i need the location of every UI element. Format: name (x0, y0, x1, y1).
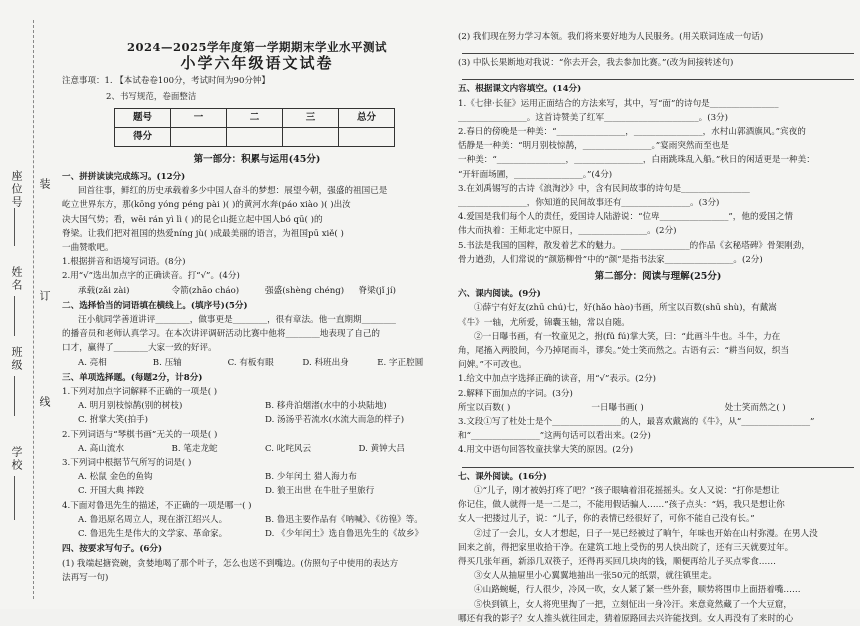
q3-item: 3.下列词中根据节气所写的词是( ) (62, 458, 192, 469)
q6-passage-line: 《牛》一轴，尤所爱，锦囊玉轴，常以自随。 (458, 317, 630, 328)
choice-option[interactable]: A. 松鼠 金色的鱼钩 (78, 472, 153, 483)
q5-item: 一种美：“________________，________________，白雨跳珠乱入船。”秋日的闲适更是一种美： (458, 155, 815, 166)
score-cell[interactable] (283, 127, 339, 146)
score-cell: 二 (227, 108, 283, 127)
score-cell[interactable] (171, 127, 227, 146)
q1-passage-line: 屹立世界东方，那(kōng yóng péng pài )( )的黄河水奔(páo xiào )( )出汝 (62, 200, 351, 211)
q7-passage-line: 你记住，做人就得一是一二是二，不能用假话骗人……”孩子点头：“妈，我只是想让你 (458, 500, 785, 511)
q1-subquestion: 2.用“√”选出加点字的正确读音。打“√”。(4分) (62, 271, 240, 282)
choice-option[interactable]: B. 笔走龙蛇 (171, 443, 218, 454)
q7-passage-line: ④山路蜿蜒，行人很少，冷风一吹，女人紧了紧一些外套，顺势将围巾上面捂着嘴…… (474, 585, 801, 596)
class-line (14, 376, 15, 416)
q7-passage-line: ⑤快到镇上，女人将兜里掏了一把，立刻怔出一身冷汗。来意竟然藏了一个大豆窟， (474, 599, 792, 610)
choice-option[interactable]: D. 汤汤乎若流水(水流大而急的样子) (265, 415, 405, 426)
score-cell[interactable] (227, 127, 283, 146)
word-option: D. 科班出身 (302, 357, 349, 368)
choice-option[interactable]: C. 叱咤风云 (265, 443, 312, 454)
seat-number-label: 座位号 (10, 170, 23, 209)
name-line (14, 296, 15, 336)
q3-options (62, 470, 452, 484)
q1-subquestion: 1.根据拼音和语境写词语。(8分) (62, 257, 186, 268)
score-table-score-row (115, 127, 395, 146)
exam-subtitle: 小学六年级语文试卷 (180, 54, 334, 73)
q5-item: 4.爱国是我们每个人的责任，爱国诗人陆游说：“位卑________________”，他的爱国之情 (458, 212, 793, 223)
score-cell: 得分 (115, 127, 171, 146)
q7-passage-line: ②过了一会儿，女人才想起，日子一晃已经被过了晌午，年味也开始在山村弥漫。在男人没 (474, 528, 818, 539)
q6-subquestion: 2.解释下面加点的字词。(3分) (458, 388, 573, 399)
score-cell: 题号 (115, 108, 171, 127)
q4-item: 法再写一句) (62, 572, 109, 583)
q1-heading: 一、拼拼读读完成练习。(12分) (62, 172, 186, 183)
choice-option[interactable]: D. 狼王出世 在牛肚子里旅行 (265, 486, 375, 497)
score-cell[interactable] (339, 127, 395, 146)
binding-mark-xian: 线 (38, 396, 51, 409)
choice-option[interactable]: A. 高山流水 (78, 443, 125, 454)
q5-item: 5.书法是我国的国粹，散发着艺术的魅力。________________的作品《玄秘塔碑》骨架刚劲， (458, 240, 810, 251)
q3-options (62, 413, 452, 427)
q3-options (62, 442, 452, 456)
score-cell: 总分 (339, 108, 395, 127)
choice-option[interactable]: B. 移舟泊烟渚(水中的小块陆地) (265, 401, 387, 412)
binding-mark-zhuang: 装 (38, 178, 51, 191)
exam-note-2: 2、书写规范，卷面整洁 (106, 91, 197, 102)
q6-passage-line: ②一日曝书画，有一牧童见之，拊(fǔ fú)掌大笑，曰：“此画斗牛也。斗牛，力在 (474, 331, 781, 342)
q6-subquestion: 和“________________”这两句话可以看出来。(2分) (458, 431, 651, 442)
word-option: C. 有板有眼 (227, 357, 274, 368)
q6-passage-line: 问婢。”不可改也。 (458, 360, 527, 371)
part2-heading: 第二部分：阅读与理解(25分) (594, 271, 722, 283)
binding-dashed-line (33, 20, 34, 599)
q3-options (62, 513, 452, 527)
q4-item: (3) 中队长果断地对我说：“你去开会，我去参加比赛。”(改为间接转述句) (458, 58, 734, 69)
q3-heading: 三、单项选择题。(每题2分，计8分) (62, 372, 203, 383)
q3-item: 2.下列词语与“琴棋书画”无关的一项是( ) (62, 429, 218, 440)
score-table-header-row (115, 108, 395, 127)
q5-item: 3.在刘禹锡写的古诗《浪淘沙》中，含有民间故事的诗句是________________ (458, 183, 750, 194)
q3-item: 1.下列对加点字词解释不正确的一项是( ) (62, 387, 218, 398)
word-explain-item[interactable]: 处士笑而然之( ) (724, 402, 786, 413)
q1-passage-line: 决大国气势；看，wēi rán yì lì ( )的昆仑山挺立起中国人bó qū( )的 (62, 214, 323, 225)
q5-item: “开轩面场圃，________________。”(4分) (458, 169, 613, 180)
choice-option[interactable]: C. 拊掌大笑(拍手) (78, 415, 149, 426)
exam-title: 2024—2025学年度第一学期期末学业水平测试 (126, 40, 387, 54)
q2-passage-line: 汪小航同学善道讲评________，做事更是________，很有章法。他一直期期________ (78, 315, 396, 326)
q1-passage-line: 脊梁。让我们把对祖国的热爱níng jù( )成最美丽的语言，为祖国pū xiě( ) (62, 228, 344, 239)
q7-passage-line: 女人一把搂过儿子，说：“儿子，你的表情已经很好了，可你不能自己没有长。” (458, 514, 755, 525)
name-label: 姓名 (10, 266, 23, 292)
q2-heading: 二、选择恰当的词语填在横线上。(填序号)(5分) (62, 300, 248, 311)
pinyin-option[interactable]: 承载(zǎi zài) (78, 285, 130, 296)
q6-passage-line: ①薛宁有好友(zhū chú)七，好(hǎo hào)书画，所宝以百数(shū shù)，有戴嵩 (474, 303, 777, 314)
choice-option[interactable]: B. 少年闰土 猎人海力布 (265, 472, 357, 483)
q5-item: 2.春日的傍晚是一种美：“________________，________________，水村山郭酒旗风。”宾夜的 (458, 127, 806, 138)
q7-passage-line: 哪还有我的影子？女人推头就往回走，猜着原路回去兴许能找到。女人再没有了来时的心 (458, 613, 794, 624)
choice-option[interactable]: C. 开国大典 摔跤 (78, 486, 145, 497)
q6-word-items (458, 401, 858, 415)
score-cell: 三 (283, 108, 339, 127)
score-cell: 一 (171, 108, 227, 127)
exam-note-1: 注意事项：1. 【本试卷卷100分，考试时间为90分钟】 (62, 76, 270, 87)
q5-item: ________________，你知道的民间故事还有________________。(3分) (458, 198, 720, 209)
q6-heading: 六、课内阅读。(9分) (458, 289, 541, 300)
q4-item: (2) 我们现在努力学习本领。我们将来要好地为人民服务。(用关联词连成一句话) (458, 32, 764, 42)
choice-option[interactable]: D. 黄钟大吕 (358, 443, 405, 454)
q3-options (62, 399, 452, 413)
q6-subquestion: 3.文段①写了杜处士是个________________的人，最喜欢戴嵩的《牛》，从“________________” (458, 417, 815, 428)
q5-item: 伟大而执着：王师北定中原日，________________。(2分) (458, 226, 677, 237)
pinyin-option[interactable]: 脊梁(jǐ jí) (358, 285, 396, 296)
choice-option[interactable]: A. 明月别枝惊鹊(别的树枝) (78, 401, 183, 412)
binding-margin (0, 0, 62, 609)
choice-option[interactable]: C. 鲁迅先生是伟大的文学家、革命家。 (78, 529, 228, 540)
class-label: 班级 (10, 346, 23, 372)
q5-heading: 五、根据课文内容填空。(14分) (458, 84, 582, 95)
q2-passage-line: 的播音员和老师认真学习。在本次讲评调研活动比赛中他将________地表现了自己的 (62, 329, 380, 340)
q7-heading: 七、课外阅读。(16分) (458, 471, 547, 482)
q7-passage-line: ③女人从抽屉里小心翼翼地抽出一张50元的纸票，就往镇里走。 (474, 571, 717, 582)
q6-passage-line: 角，尾搐入两股间，今乃掉尾而斗，谬矣。”处士笑而然之。古语有云：“耕当问奴，织当 (458, 346, 790, 357)
q6-subquestion: 4.用文中语句回答牧童扶掌大笑的原因。(2分) (458, 445, 634, 456)
score-table (114, 108, 395, 147)
part1-heading: 第一部分：积累与运用(45分) (193, 153, 321, 165)
school-line (14, 476, 15, 520)
word-explain-item[interactable]: 所宝以百数( ) (458, 402, 511, 413)
q3-options (62, 527, 452, 541)
q4-item: (1) 我端起搪瓷碗，贪婪地喝了那个叶子，怎么也送不到嘴边。(仿照句子中使用的表达方 (62, 558, 399, 569)
word-option: E. 字正腔圆 (377, 357, 424, 368)
word-option: A. 亮相 (78, 357, 107, 368)
q7-passage-line: 回来之前，得把家里收拾干净。在建筑工地上受伤的男人快出院了，还有三天就要过年。 (458, 542, 794, 553)
q4-heading: 四、按要求写句子。(6分) (62, 544, 163, 555)
answer-line[interactable] (462, 458, 854, 468)
q7-passage-line: 得买几张年画，新添几双筷子，还得再买回几块肉的钱，顺便再给儿子买点零食…… (458, 556, 776, 567)
q1-pinyin-options (62, 284, 452, 298)
school-label: 学校 (10, 446, 23, 472)
choice-option[interactable]: A. 鲁迅原名周立人，现在浙江绍兴人。 (78, 514, 228, 525)
word-explain-item[interactable]: 一日曝书画( ) (591, 402, 644, 413)
q3-item: 4.下面对鲁迅先生的描述，不正确的一项是哪一( ) (62, 500, 252, 511)
left-column (62, 0, 452, 585)
word-option: B. 压轴 (152, 357, 182, 368)
seat-number-line (14, 208, 15, 246)
right-column (458, 0, 858, 626)
choice-option[interactable]: D. 《少年闰土》选自鲁迅先生的《故乡》 (265, 529, 424, 540)
pinyin-option[interactable]: 令箭(zhāo cháo) (171, 285, 240, 296)
q5-item: ________________。这首诗赞美了红军______________________。(3分) (458, 112, 728, 123)
q5-item: 骨力遒劲，人们常说的“颜筋柳骨”中的“颜”是指书法家________________。(2分) (458, 254, 763, 265)
q5-item: 恬静是一种美：“明月别枝惊鹊，________________。”宴雨突然而至也是 (458, 141, 729, 152)
q3-options (62, 484, 452, 498)
binding-mark-ding: 订 (38, 290, 51, 303)
q5-item: 1.《七律·长征》运用正面结合的方法来写，其中，写“面”的诗句是________________ (458, 98, 779, 109)
q2-word-options (62, 356, 452, 370)
q1-passage-line: 一曲赞歌吧。 (62, 243, 114, 254)
choice-option[interactable]: B. 鲁迅主要作品有《呐喊》、《彷徨》等。 (265, 514, 423, 525)
pinyin-option[interactable]: 强盛(shèng chéng) (265, 285, 345, 296)
q2-passage-line: 口才，赢得了________大家一致的好评。 (62, 343, 217, 354)
answer-line[interactable] (462, 44, 854, 54)
q1-passage-line: 回首往事，鲜红的历史承载着多少中国人奋斗的梦想：展望今朝，强盛的祖国已是 (78, 186, 388, 197)
answer-line[interactable] (462, 70, 854, 80)
q6-subquestion: 1.给文中加点字选择正确的读音，用“√”表示。(2分) (458, 374, 656, 385)
q7-passage-line: ①“儿子，刚才被妈打疼了吧？”孩子眼噙着泪花摇摇头。女人又说：“打你是想让 (474, 485, 780, 496)
